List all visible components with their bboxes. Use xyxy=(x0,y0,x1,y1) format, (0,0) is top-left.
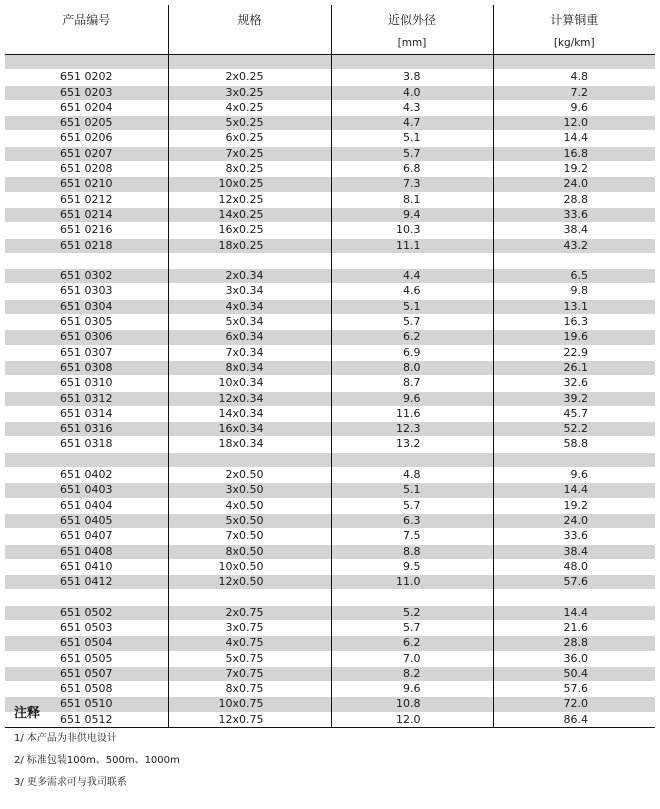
cell-specification: 18x0.34 xyxy=(168,437,331,452)
table-spacer-row xyxy=(5,55,655,70)
cell-product-code: 651 0408 xyxy=(5,544,168,559)
cell-specification: 8x0.34 xyxy=(168,360,331,375)
cell-specification: 10x0.25 xyxy=(168,177,331,192)
cell-copper-weight xyxy=(493,253,655,268)
cell-outer-diameter: 5.7 xyxy=(331,620,493,635)
table-row xyxy=(5,559,655,574)
table-row xyxy=(5,422,655,437)
table-row xyxy=(5,468,655,483)
cell-product-code: 651 0306 xyxy=(5,330,168,345)
note-item: 2/ 标准包装100m、500m、1000m xyxy=(14,755,180,766)
cell-product-code: 651 0318 xyxy=(60,437,113,451)
table-row xyxy=(5,100,655,115)
cell-outer-diameter: 6.2 xyxy=(331,330,493,345)
cell-copper-weight: 48.0 xyxy=(493,559,655,574)
cell-copper-weight: 39.2 xyxy=(493,391,655,406)
cell-outer-diameter: 10.3 xyxy=(331,223,493,238)
table-row xyxy=(5,223,655,238)
cell-specification: 12x0.34 xyxy=(168,391,331,406)
header-copper-weight-unit: [kg/km] xyxy=(553,37,595,49)
cell-copper-weight: 86.4 xyxy=(493,712,655,727)
table-row xyxy=(5,483,655,498)
header-copper-weight-label: 计算铜重 xyxy=(550,13,599,27)
table-row xyxy=(5,345,655,360)
cell-copper-weight: 28.8 xyxy=(493,636,655,651)
cell-product-code: 651 0303 xyxy=(60,284,113,298)
cell-specification: 5x0.25 xyxy=(168,116,331,131)
cell-specification: 16x0.34 xyxy=(168,422,331,437)
cell-copper-weight: 58.8 xyxy=(493,437,655,452)
cell-copper-weight: 12.0 xyxy=(493,116,655,131)
table-header-row xyxy=(5,5,655,55)
cell-product-code: 651 0207 xyxy=(5,146,168,161)
cell-specification: 2x0.50 xyxy=(168,468,331,483)
cell-specification: 12x0.25 xyxy=(168,192,331,207)
cell-specification: 5x0.34 xyxy=(168,315,331,330)
cell-outer-diameter: 5.1 xyxy=(331,299,493,314)
note-item: 1/ 本产品为非供电设计 xyxy=(14,733,117,744)
cell-product-code: 651 0204 xyxy=(60,100,113,114)
cell-copper-weight: 43.2 xyxy=(493,238,655,253)
cell-outer-diameter: 4.3 xyxy=(331,100,493,115)
cell-outer-diameter: 8.7 xyxy=(331,376,493,391)
cell-outer-diameter xyxy=(331,452,493,467)
table-spacer-row xyxy=(5,253,655,268)
cell-specification: 3x0.25 xyxy=(168,85,331,100)
cell-product-code: 651 0304 xyxy=(5,299,168,314)
cell-product-code: 651 0305 xyxy=(60,315,113,329)
cell-product-code: 651 0503 xyxy=(60,620,113,634)
cell-outer-diameter xyxy=(331,590,493,605)
cell-copper-weight: 57.6 xyxy=(493,575,655,590)
header-outer-diameter-unit: [mm] xyxy=(397,37,427,49)
cell-copper-weight: 21.6 xyxy=(493,620,655,635)
cell-outer-diameter: 5.2 xyxy=(331,605,493,620)
cell-product-code: 651 0405 xyxy=(5,513,168,528)
cell-specification: 8x0.25 xyxy=(168,162,331,177)
notes-section xyxy=(14,702,644,798)
table-row xyxy=(5,116,655,131)
cell-specification: 14x0.34 xyxy=(168,406,331,421)
cell-product-code: 651 0507 xyxy=(5,666,168,681)
cell-outer-diameter: 11.0 xyxy=(331,575,493,590)
cell-product-code: 651 0312 xyxy=(5,391,168,406)
table-row xyxy=(5,498,655,513)
cell-specification: 6x0.25 xyxy=(168,131,331,146)
table-row xyxy=(5,437,655,452)
cell-copper-weight: 50.4 xyxy=(493,666,655,681)
cell-product-code: 651 0214 xyxy=(5,207,168,222)
cell-product-code: 651 0202 xyxy=(60,70,113,84)
table-row xyxy=(5,605,655,620)
cell-outer-diameter: 8.8 xyxy=(331,544,493,559)
table-row xyxy=(5,406,655,421)
cell-product-code: 651 0407 xyxy=(60,529,113,543)
cell-outer-diameter: 9.4 xyxy=(331,207,493,222)
cell-copper-weight xyxy=(493,452,655,467)
cell-outer-diameter: 8.0 xyxy=(331,360,493,375)
cell-outer-diameter: 9.6 xyxy=(331,391,493,406)
cell-copper-weight: 14.4 xyxy=(493,131,655,146)
cell-specification: 5x0.75 xyxy=(168,651,331,666)
cell-outer-diameter: 11.1 xyxy=(331,238,493,253)
cell-product-code: 651 0308 xyxy=(5,360,168,375)
cell-copper-weight: 14.4 xyxy=(493,483,655,498)
table-row xyxy=(5,682,655,697)
cell-product-code: 651 0410 xyxy=(60,559,113,573)
cell-copper-weight: 4.8 xyxy=(493,70,655,85)
table-row xyxy=(5,315,655,330)
cell-product-code: 651 0307 xyxy=(60,345,113,359)
table-row xyxy=(5,651,655,666)
cell-product-code: 651 0203 xyxy=(5,85,168,100)
cell-specification: 4x0.25 xyxy=(168,100,331,115)
cell-outer-diameter: 5.1 xyxy=(331,483,493,498)
cell-outer-diameter: 5.7 xyxy=(331,315,493,330)
table-spacer-row xyxy=(5,452,655,467)
table-row xyxy=(5,70,655,85)
cell-product-code: 651 0314 xyxy=(60,406,113,420)
cell-outer-diameter: 9.6 xyxy=(331,682,493,697)
cell-copper-weight: 9.8 xyxy=(493,284,655,299)
cell-specification: 12x0.50 xyxy=(168,575,331,590)
table-row xyxy=(5,207,655,222)
cell-outer-diameter: 12.0 xyxy=(331,712,493,727)
cell-specification: 2x0.25 xyxy=(168,70,331,85)
header-outer-diameter xyxy=(331,5,493,55)
table-row xyxy=(5,330,655,345)
cell-copper-weight: 19.2 xyxy=(493,498,655,513)
cell-outer-diameter: 10.8 xyxy=(331,697,493,712)
cell-specification: 7x0.25 xyxy=(168,146,331,161)
table-row xyxy=(5,177,655,192)
cell-product-code xyxy=(5,590,168,605)
table-row xyxy=(5,284,655,299)
cell-product-code: 651 0302 xyxy=(5,269,168,284)
cell-product-code xyxy=(5,55,168,70)
cell-specification: 3x0.50 xyxy=(168,483,331,498)
cell-product-code: 651 0403 xyxy=(5,483,168,498)
cell-outer-diameter: 13.2 xyxy=(331,437,493,452)
cell-outer-diameter: 5.1 xyxy=(331,131,493,146)
cell-copper-weight: 16.8 xyxy=(493,146,655,161)
table-row xyxy=(5,620,655,635)
cell-outer-diameter: 5.7 xyxy=(331,146,493,161)
cell-outer-diameter: 12.3 xyxy=(331,422,493,437)
cell-specification: 2x0.34 xyxy=(168,269,331,284)
cell-specification: 7x0.34 xyxy=(168,345,331,360)
cell-outer-diameter: 3.8 xyxy=(331,70,493,85)
cell-outer-diameter xyxy=(331,253,493,268)
cell-product-code: 651 0316 xyxy=(5,422,168,437)
table-body xyxy=(5,55,655,728)
table-row xyxy=(5,269,655,284)
cell-product-code: 651 0502 xyxy=(5,605,168,620)
cell-outer-diameter: 8.1 xyxy=(331,192,493,207)
cell-specification: 8x0.75 xyxy=(168,682,331,697)
cell-specification: 10x0.50 xyxy=(168,559,331,574)
cell-copper-weight: 9.6 xyxy=(493,468,655,483)
cell-specification: 6x0.34 xyxy=(168,330,331,345)
table-row xyxy=(5,666,655,681)
cell-copper-weight: 6.5 xyxy=(493,269,655,284)
header-specification: 规格 xyxy=(168,5,331,55)
cell-copper-weight: 32.6 xyxy=(493,376,655,391)
table-row xyxy=(5,238,655,253)
cell-copper-weight: 9.6 xyxy=(493,100,655,115)
cell-product-code: 651 0212 xyxy=(60,192,113,206)
cell-copper-weight: 33.6 xyxy=(493,529,655,544)
cell-copper-weight: 22.9 xyxy=(493,345,655,360)
cell-product-code: 651 0510 xyxy=(5,697,168,712)
cell-outer-diameter: 6.2 xyxy=(331,636,493,651)
cell-product-code: 651 0512 xyxy=(5,712,168,727)
cell-copper-weight: 52.2 xyxy=(493,422,655,437)
cell-specification: 4x0.34 xyxy=(168,299,331,314)
cell-product-code: 651 0508 xyxy=(60,682,113,696)
cell-product-code xyxy=(5,452,168,467)
cell-outer-diameter: 6.9 xyxy=(331,345,493,360)
cell-outer-diameter: 7.0 xyxy=(331,651,493,666)
cell-outer-diameter: 6.8 xyxy=(331,162,493,177)
cell-copper-weight: 19.2 xyxy=(493,162,655,177)
cell-outer-diameter: 4.6 xyxy=(331,284,493,299)
header-copper-weight xyxy=(493,5,655,55)
cell-product-code: 651 0206 xyxy=(60,131,113,145)
cable-spec-table xyxy=(5,5,655,728)
cell-outer-diameter: 7.5 xyxy=(331,529,493,544)
cell-specification: 14x0.25 xyxy=(168,207,331,222)
table-row xyxy=(5,529,655,544)
cell-product-code: 651 0504 xyxy=(5,636,168,651)
cell-copper-weight: 13.1 xyxy=(493,299,655,314)
cell-copper-weight: 24.0 xyxy=(493,177,655,192)
cell-specification: 4x0.75 xyxy=(168,636,331,651)
cell-copper-weight: 38.4 xyxy=(493,223,655,238)
cell-copper-weight: 45.7 xyxy=(493,406,655,421)
cell-copper-weight: 57.6 xyxy=(493,682,655,697)
cell-outer-diameter: 4.7 xyxy=(331,116,493,131)
cell-copper-weight xyxy=(493,590,655,605)
cell-specification xyxy=(168,55,331,70)
notes-title: 注释 xyxy=(14,706,41,721)
table-row xyxy=(5,513,655,528)
cell-product-code: 651 0505 xyxy=(60,651,113,665)
table-row xyxy=(5,146,655,161)
cell-specification: 3x0.75 xyxy=(168,620,331,635)
cell-specification xyxy=(168,452,331,467)
table-row xyxy=(5,299,655,314)
cell-specification: 7x0.75 xyxy=(168,666,331,681)
cell-outer-diameter: 5.7 xyxy=(331,498,493,513)
cell-product-code: 651 0310 xyxy=(60,376,113,390)
table-row xyxy=(5,162,655,177)
cell-product-code: 651 0412 xyxy=(5,575,168,590)
table-row xyxy=(5,131,655,146)
cell-copper-weight: 14.4 xyxy=(493,605,655,620)
cell-product-code: 651 0210 xyxy=(5,177,168,192)
cell-specification: 10x0.75 xyxy=(168,697,331,712)
note-item: 3/ 更多需求可与我司联系 xyxy=(14,777,127,788)
header-outer-diameter-label: 近似外径 xyxy=(387,13,436,27)
cell-specification xyxy=(168,590,331,605)
cell-copper-weight: 28.8 xyxy=(493,192,655,207)
cell-outer-diameter: 9.5 xyxy=(331,559,493,574)
cell-specification: 10x0.34 xyxy=(168,376,331,391)
cell-copper-weight: 24.0 xyxy=(493,513,655,528)
cell-copper-weight: 19.6 xyxy=(493,330,655,345)
cell-product-code: 651 0218 xyxy=(5,238,168,253)
cell-specification: 12x0.75 xyxy=(168,712,331,727)
cell-outer-diameter: 4.0 xyxy=(331,85,493,100)
cell-copper-weight: 16.3 xyxy=(493,315,655,330)
cell-outer-diameter: 7.3 xyxy=(331,177,493,192)
cell-product-code xyxy=(5,253,168,268)
table-row xyxy=(5,376,655,391)
cell-specification: 18x0.25 xyxy=(168,238,331,253)
cell-copper-weight: 7.2 xyxy=(493,85,655,100)
cell-copper-weight: 38.4 xyxy=(493,544,655,559)
table-row xyxy=(5,544,655,559)
cell-outer-diameter: 4.8 xyxy=(331,468,493,483)
table-row xyxy=(5,192,655,207)
cell-copper-weight xyxy=(493,55,655,70)
cell-product-code: 651 0402 xyxy=(60,468,113,482)
cell-outer-diameter xyxy=(331,55,493,70)
cell-specification: 2x0.75 xyxy=(168,605,331,620)
cell-specification: 8x0.50 xyxy=(168,544,331,559)
cell-copper-weight: 26.1 xyxy=(493,360,655,375)
header-product-code: 产品编号 xyxy=(5,5,168,55)
cell-outer-diameter: 8.2 xyxy=(331,666,493,681)
cell-outer-diameter: 6.3 xyxy=(331,513,493,528)
cell-specification: 5x0.50 xyxy=(168,513,331,528)
table-row xyxy=(5,391,655,406)
cell-product-code: 651 0208 xyxy=(60,162,113,176)
cell-product-code: 651 0404 xyxy=(60,498,113,512)
cell-copper-weight: 33.6 xyxy=(493,207,655,222)
cell-specification: 4x0.50 xyxy=(168,498,331,513)
cell-product-code: 651 0205 xyxy=(5,116,168,131)
cell-copper-weight: 36.0 xyxy=(493,651,655,666)
cell-outer-diameter: 11.6 xyxy=(331,406,493,421)
cell-outer-diameter: 4.4 xyxy=(331,269,493,284)
cell-specification: 7x0.50 xyxy=(168,529,331,544)
cell-product-code: 651 0216 xyxy=(60,223,113,237)
cell-specification: 3x0.34 xyxy=(168,284,331,299)
cell-specification xyxy=(168,253,331,268)
table-spacer-row xyxy=(5,590,655,605)
table-row xyxy=(5,575,655,590)
cell-specification: 16x0.25 xyxy=(168,223,331,238)
cell-copper-weight: 72.0 xyxy=(493,697,655,712)
table-row xyxy=(5,636,655,651)
table-row xyxy=(5,360,655,375)
table-row xyxy=(5,85,655,100)
